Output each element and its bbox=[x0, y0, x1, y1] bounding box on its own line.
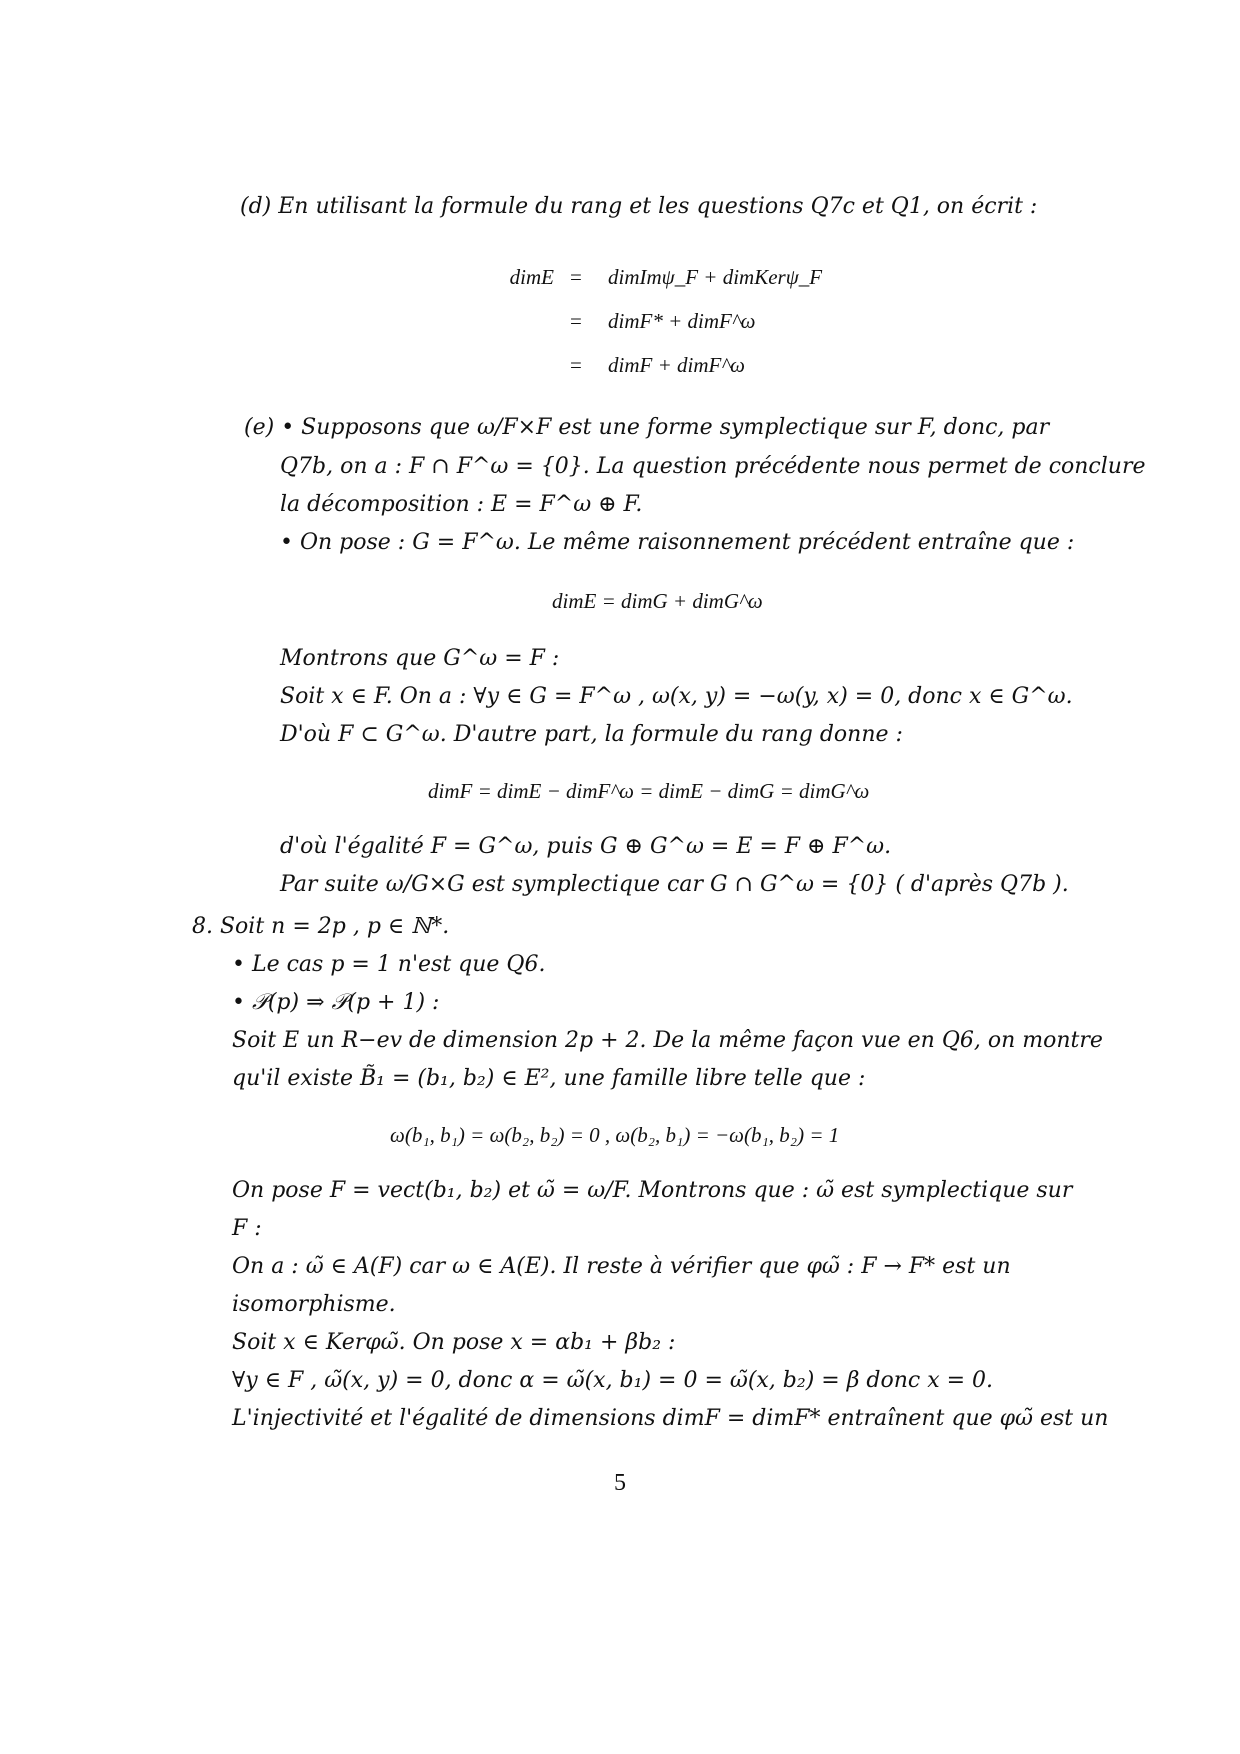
item-e-line-7: D'où F ⊂ G^ω. D'autre part, la formule du rang donne : bbox=[280, 722, 903, 747]
item-e-label: (e) bbox=[244, 415, 275, 440]
q8-line-4: Soit E un R−ev de dimension 2p + 2. De la même façon vue en Q6, on montre bbox=[232, 1028, 1103, 1053]
item-e-line-9: Par suite ω/G×G est symplectique car G ∩ G^ω = {0} ( d'après Q7b ). bbox=[280, 872, 1069, 897]
eq-d-rel-1: = bbox=[570, 265, 582, 289]
eq-e-2: dimF = dimE − dimF^ω = dimE − dimG = dimG^ω bbox=[428, 779, 870, 803]
q8-line-1: 8. Soit n = 2p , p ∈ ℕ*. bbox=[192, 914, 450, 939]
q8-line-7: F : bbox=[232, 1216, 262, 1241]
eq-d-lhs: dimE bbox=[509, 265, 554, 289]
q8-line-12: L'injectivité et l'égalité de dimensions dimF = dimF* entraînent que φω̃ est un bbox=[232, 1406, 1109, 1431]
q8-line-10: Soit x ∈ Kerφω̃. On pose x = αb₁ + βb₂ : bbox=[232, 1330, 676, 1355]
q8-line-6: On pose F = vect(b₁, b₂) et ω̃ = ω/F. Montrons que : ω̃ est symplectique sur bbox=[232, 1178, 1073, 1203]
q8-line-11: ∀y ∈ F , ω̃(x, y) = 0, donc α = ω̃(x, b₁) = 0 = ω̃(x, b₂) = β donc x = 0. bbox=[232, 1368, 994, 1393]
item-d-text: En utilisant la formule du rang et les questions Q7c et Q1, on écrit : bbox=[278, 194, 1038, 219]
q8-line-8: On a : ω̃ ∈ A(F) car ω ∈ A(E). Il reste à vérifier que φω̃ : F → F* est un bbox=[232, 1254, 1011, 1279]
item-e-line-8: d'où l'égalité F = G^ω, puis G ⊕ G^ω = E = F ⊕ F^ω. bbox=[280, 834, 892, 859]
item-e-line-5: Montrons que G^ω = F : bbox=[280, 646, 560, 671]
eq-d-rel-3: = bbox=[570, 353, 582, 377]
item-e-line-6: Soit x ∈ F. On a : ∀y ∈ G = F^ω , ω(x, y) = −ω(y, x) = 0, donc x ∈ G^ω. bbox=[280, 684, 1073, 709]
item-e-line-3: la décomposition : E = F^ω ⊕ F. bbox=[280, 492, 643, 517]
q8-line-3: • 𝒫(p) ⇒ 𝒫(p + 1) : bbox=[232, 990, 440, 1015]
eq-d-rel-2: = bbox=[570, 309, 582, 333]
page-number: 5 bbox=[614, 1470, 626, 1496]
eq-d-rhs-1: dimImψ_F + dimKerψ_F bbox=[608, 265, 823, 289]
item-e-line-4: • On pose : G = F^ω. Le même raisonnement précédent entraîne que : bbox=[280, 530, 1075, 555]
eq-q8-1: ω(b₁, b₁) = ω(b₂, b₂) = 0 , ω(b₂, b₁) = −ω(b₁, b₂) = 1 bbox=[390, 1123, 840, 1147]
q8-line-9: isomorphisme. bbox=[232, 1292, 396, 1317]
q8-line-5: qu'il existe B̃₁ = (b₁, b₂) ∈ E², une famille libre telle que : bbox=[232, 1066, 866, 1091]
q8-line-2: • Le cas p = 1 n'est que Q6. bbox=[232, 952, 546, 977]
eq-d-rhs-3: dimF + dimF^ω bbox=[608, 353, 746, 377]
item-e-line-2: Q7b, on a : F ∩ F^ω = {0}. La question précédente nous permet de conclure bbox=[280, 454, 1146, 479]
item-d-label: (d) bbox=[240, 194, 272, 219]
item-d-intro bbox=[240, 192, 1037, 222]
eq-e-1: dimE = dimG + dimG^ω bbox=[552, 589, 763, 613]
item-e-text-1: • Supposons que ω/F×F est une forme symplectique sur F, donc, par bbox=[281, 415, 1050, 440]
eq-d-rhs-2: dimF* + dimF^ω bbox=[608, 309, 756, 333]
item-e-line-1 bbox=[244, 413, 1049, 443]
